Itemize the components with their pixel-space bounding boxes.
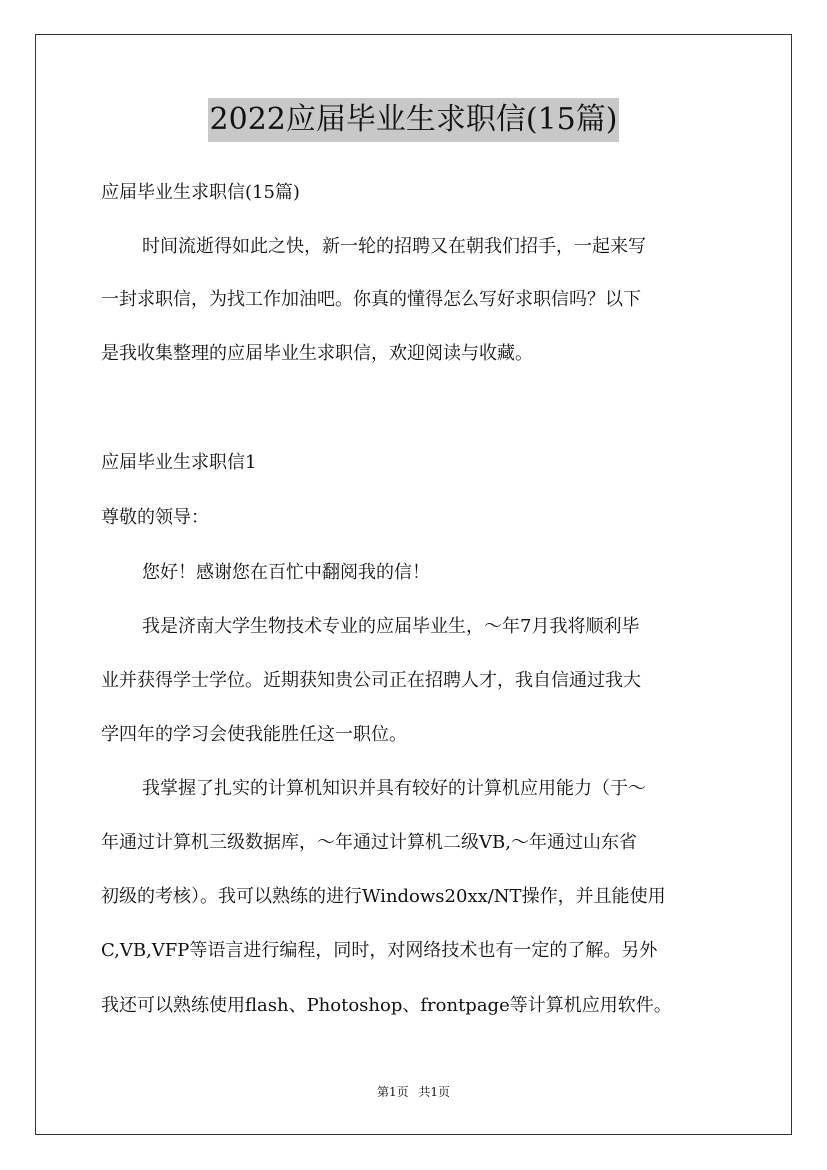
para1-line-2: 业并获得学士学位。近期获知贵公司正在招聘人才，我自信通过我大: [101, 670, 641, 691]
greeting: 您好！感谢您在百忙中翻阅我的信！: [142, 562, 430, 583]
page-number: 第1页: [376, 1085, 409, 1099]
intro-line-3: 是我收集整理的应届毕业生求职信，欢迎阅读与收藏。: [101, 343, 533, 364]
salutation: 尊敬的领导：: [101, 507, 209, 528]
subtitle: 应届毕业生求职信(15篇): [101, 182, 300, 203]
para2-line-3: 初级的考核）。我可以熟练的进行Windows20xx/NT操作，并且能使用: [101, 886, 666, 907]
page-footer: [0, 1083, 827, 1100]
para2-line-1: 我掌握了扎实的计算机知识并具有较好的计算机应用能力（于～: [142, 778, 646, 799]
intro-line-2: 一封求职信，为找工作加油吧。你真的懂得怎么写好求职信吗？以下: [101, 289, 641, 310]
para2-line-2: 年通过计算机三级数据库，～年通过计算机二级VB,～年通过山东省: [101, 832, 637, 853]
intro-line-1: 时间流逝得如此之快，新一轮的招聘又在朝我们招手，一起来写: [142, 236, 646, 257]
para1-line-1: 我是济南大学生物技术专业的应届毕业生，～年7月我将顺利毕: [142, 616, 640, 637]
letter-heading: 应届毕业生求职信1: [101, 452, 257, 473]
title-container: [0, 98, 827, 142]
document-title: 2022应届毕业生求职信(15篇): [208, 98, 620, 142]
page-total: 共1页: [418, 1085, 451, 1099]
para2-line-5: 我还可以熟练使用flash、Photoshop、frontpage等计算机应用软件。: [101, 995, 672, 1016]
para1-line-3: 学四年的学习会使我能胜任这一职位。: [101, 724, 407, 745]
para2-line-4: C,VB,VFP等语言进行编程，同时，对网络技术也有一定的了解。另外: [101, 940, 658, 961]
